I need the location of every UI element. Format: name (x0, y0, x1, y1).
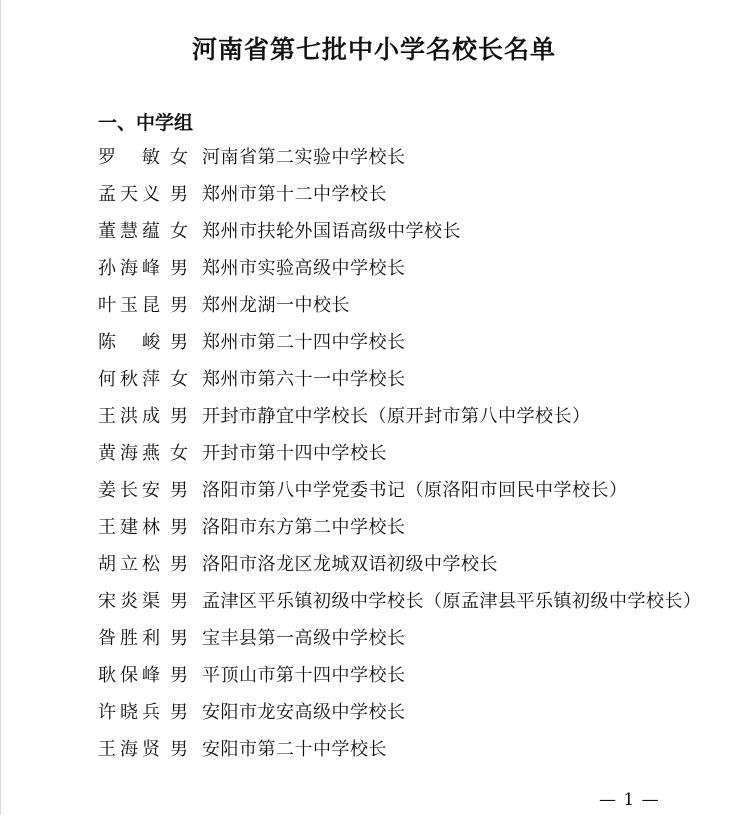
entry-position: 郑州市扶轮外国语高级中学校长 (202, 221, 461, 242)
entry-name: 宋炎渠 (98, 591, 160, 612)
entry-position: 安阳市第二十中学校长 (202, 739, 387, 760)
entry-gender: 女 (170, 221, 188, 242)
list-item (98, 144, 702, 181)
entry-position: 郑州市实验高级中学校长 (202, 258, 406, 279)
entry-name: 陈 峻 (98, 332, 160, 353)
entry-name: 昝胜利 (98, 628, 160, 649)
entry-gender: 男 (170, 517, 188, 538)
list-item (98, 440, 702, 477)
entry-gender: 女 (170, 369, 188, 390)
page-number: — 1 — (599, 790, 660, 810)
entry-position: 洛阳市东方第二中学校长 (202, 517, 406, 538)
entry-name: 黄海燕 (98, 443, 160, 464)
entry-gender: 男 (170, 554, 188, 575)
entry-gender: 男 (170, 739, 188, 760)
list-item (98, 662, 702, 699)
entry-position: 郑州市第十二中学校长 (202, 184, 387, 205)
list-item (98, 699, 702, 736)
entry-position: 开封市第十四中学校长 (202, 443, 387, 464)
list-item (98, 551, 702, 588)
entry-gender: 男 (170, 332, 188, 353)
entry-name: 叶玉昆 (98, 295, 160, 316)
list-item (98, 514, 702, 551)
entry-position: 宝丰县第一高级中学校长 (202, 628, 406, 649)
entry-position: 平顶山市第十四中学校长 (202, 665, 406, 686)
entry-gender: 女 (170, 443, 188, 464)
list-item (98, 588, 702, 625)
entry-gender: 男 (170, 258, 188, 279)
entry-name: 胡立松 (98, 554, 160, 575)
entry-name: 何秋萍 (98, 369, 160, 390)
entry-position: 安阳市龙安高级中学校长 (202, 702, 406, 723)
entry-position: 郑州市第六十一中学校长 (202, 369, 406, 390)
entry-position: 孟津区平乐镇初级中学校长（原孟津县平乐镇初级中学校长） (202, 591, 702, 612)
entry-name: 耿保峰 (98, 665, 160, 686)
list-item (98, 329, 702, 366)
entry-gender: 男 (170, 480, 188, 501)
list-item (98, 736, 702, 773)
entry-name: 王建林 (98, 517, 160, 538)
list-item (98, 403, 702, 440)
entry-position: 郑州龙湖一中校长 (202, 295, 350, 316)
list-item (98, 292, 702, 329)
entry-position: 郑州市第二十四中学校长 (202, 332, 406, 353)
entry-name: 王海贤 (98, 739, 160, 760)
entry-position: 河南省第二实验中学校长 (202, 147, 406, 168)
principal-list (98, 144, 702, 773)
list-item (98, 218, 702, 255)
entry-gender: 女 (170, 147, 188, 168)
list-item (98, 255, 702, 292)
entry-name: 孟天义 (98, 184, 160, 205)
entry-position: 洛阳市第八中学党委书记（原洛阳市回民中学校长） (202, 480, 628, 501)
entry-name: 王洪成 (98, 406, 160, 427)
list-item (98, 181, 702, 218)
entry-name: 孙海峰 (98, 258, 160, 279)
entry-gender: 男 (170, 184, 188, 205)
entry-position: 开封市静宜中学校长（原开封市第八中学校长） (202, 406, 591, 427)
entry-name: 罗 敏 (98, 147, 160, 168)
entry-name: 董慧蕴 (98, 221, 160, 242)
entry-gender: 男 (170, 665, 188, 686)
list-item (98, 477, 702, 514)
entry-gender: 男 (170, 702, 188, 723)
entry-name: 许晓兵 (98, 702, 160, 723)
entry-position: 洛阳市洛龙区龙城双语初级中学校长 (202, 554, 498, 575)
list-item (98, 366, 702, 403)
entry-gender: 男 (170, 295, 188, 316)
section-heading: 一、中学组 (98, 112, 194, 134)
entry-gender: 男 (170, 406, 188, 427)
entry-gender: 男 (170, 628, 188, 649)
entry-name: 姜长安 (98, 480, 160, 501)
document-title: 河南省第七批中小学名校长名单 (191, 35, 556, 64)
entry-gender: 男 (170, 591, 188, 612)
list-item (98, 625, 702, 662)
